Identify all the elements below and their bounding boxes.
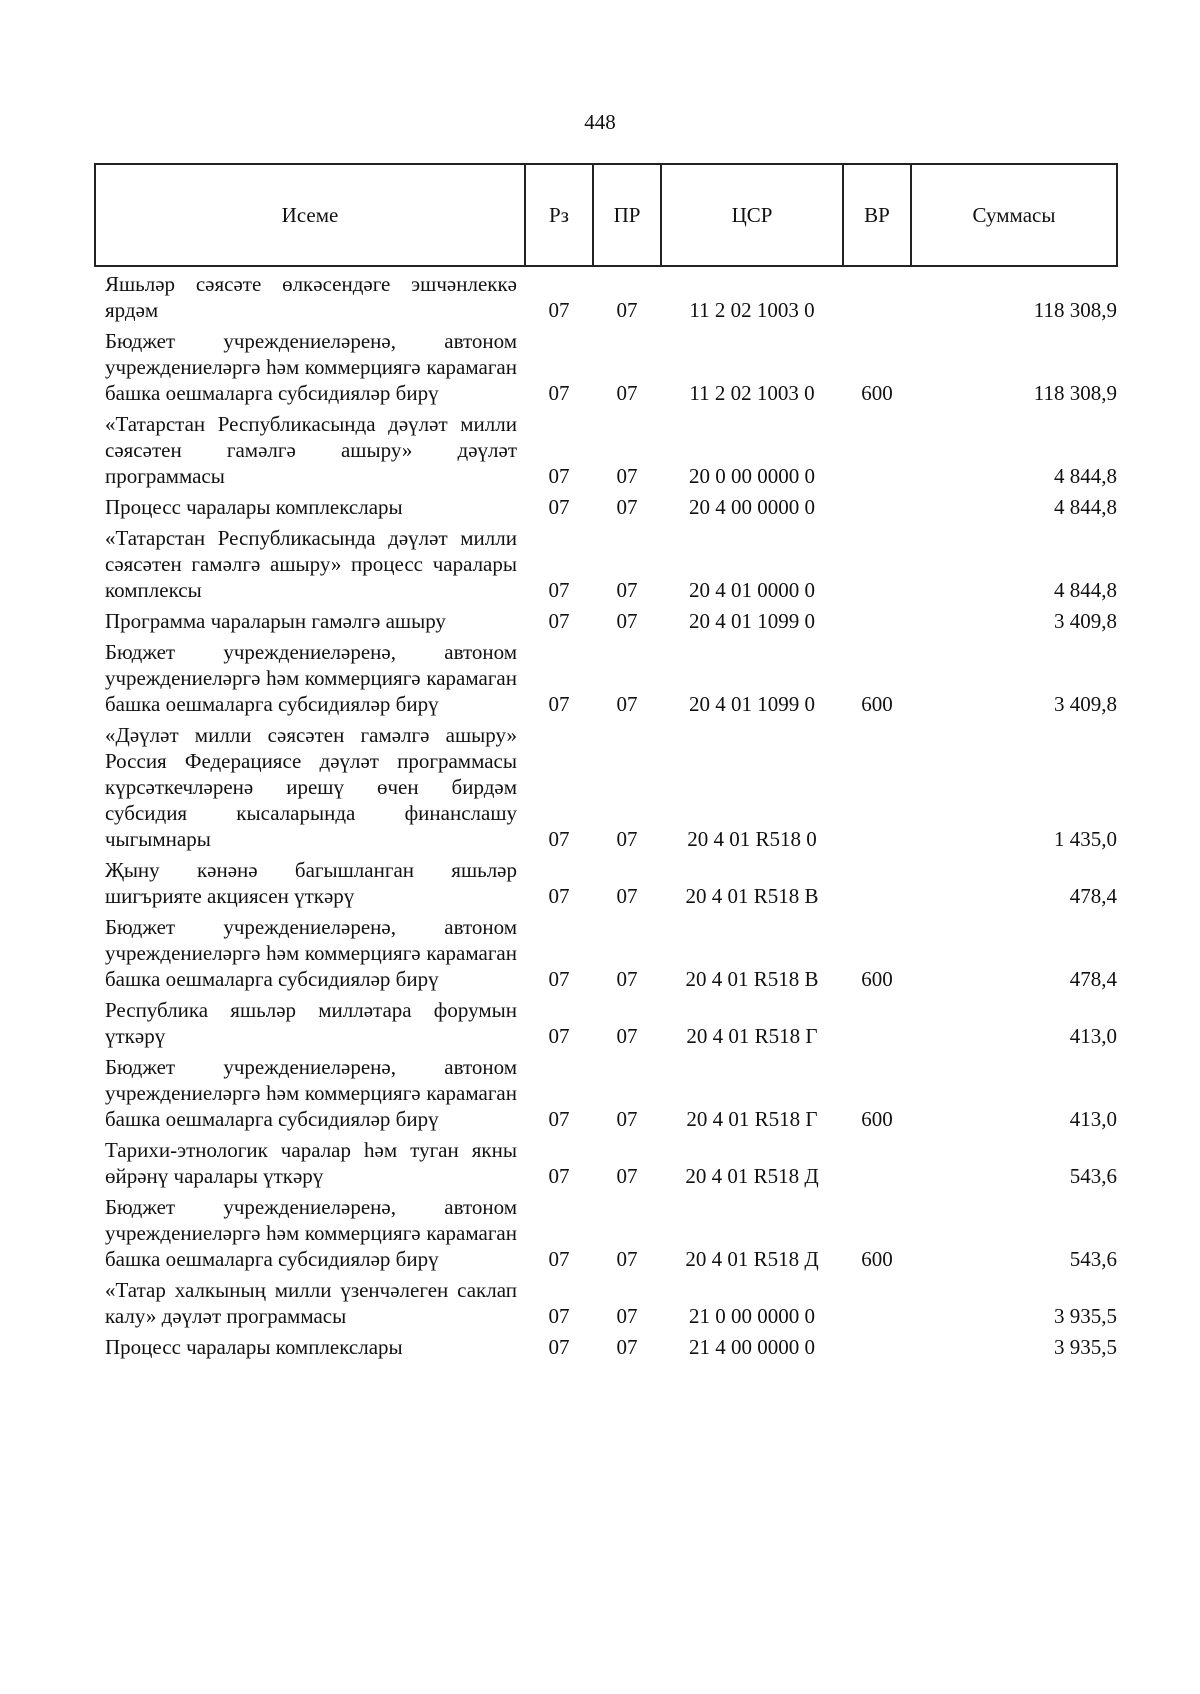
cell-vr: 600: [861, 1247, 893, 1271]
cell-vr: 600: [861, 967, 893, 991]
cell-sum: 413,0: [1069, 1024, 1117, 1048]
cell-name: «Татарстан Республикасында дәүләт милли сәясәтен гамәлгә ашыру» процесс чаралары комплексы: [105, 526, 517, 602]
cell-sum: 4 844,8: [1054, 578, 1117, 602]
cell-vr: [843, 720, 911, 855]
table-row: [95, 720, 1117, 855]
cell-vr: [843, 1332, 911, 1363]
cell-sum: 118 308,9: [1033, 298, 1117, 322]
cell-sum: 478,4: [1069, 967, 1117, 991]
cell-vr: [843, 266, 911, 326]
cell-csr: 20 4 01 0000 0: [689, 578, 815, 602]
cell-sum: 118 308,9: [1033, 381, 1117, 405]
cell-rz: 07: [548, 1335, 570, 1359]
cell-rz: 07: [548, 1247, 570, 1271]
cell-vr: [843, 523, 911, 606]
cell-rz: 07: [548, 1304, 570, 1328]
cell-pr: 07: [616, 1304, 638, 1328]
header-vr: ВР: [843, 164, 911, 266]
cell-csr: 20 4 01 R518 Г: [686, 1107, 818, 1131]
cell-rz: 07: [548, 692, 570, 716]
cell-rz: 07: [548, 884, 570, 908]
table-row: [95, 492, 1117, 523]
cell-vr: [843, 995, 911, 1052]
cell-pr: 07: [616, 1335, 638, 1359]
table-row: [95, 523, 1117, 606]
cell-csr: 21 0 00 0000 0: [689, 1304, 815, 1328]
cell-rz: 07: [548, 967, 570, 991]
header-csr: ЦСР: [661, 164, 843, 266]
cell-sum: 543,6: [1069, 1247, 1117, 1271]
cell-csr: 20 0 00 0000 0: [689, 464, 815, 488]
header-sum: Суммасы: [911, 164, 1117, 266]
cell-rz: 07: [548, 1164, 570, 1188]
cell-name: Процесс чаралары комплекслары: [105, 495, 403, 519]
cell-csr: 20 4 01 R518 Д: [685, 1164, 819, 1188]
cell-vr: [843, 492, 911, 523]
header-pr: ПР: [593, 164, 661, 266]
header-name: Исеме: [95, 164, 525, 266]
table-body: [95, 266, 1117, 1363]
table-row: [95, 855, 1117, 912]
header-rz: Рз: [525, 164, 593, 266]
cell-sum: 413,0: [1069, 1107, 1117, 1131]
cell-pr: 07: [616, 827, 638, 851]
cell-csr: 11 2 02 1003 0: [689, 298, 815, 322]
cell-csr: 20 4 01 R518 В: [685, 884, 819, 908]
table-row: [95, 1275, 1117, 1332]
cell-sum: 3 409,8: [1054, 609, 1117, 633]
cell-csr: 20 4 01 R518 Д: [685, 1247, 819, 1271]
table-row: [95, 266, 1117, 326]
cell-csr: 21 4 00 0000 0: [689, 1335, 815, 1359]
cell-name: Процесс чаралары комплекслары: [105, 1335, 403, 1359]
cell-rz: 07: [548, 1024, 570, 1048]
cell-sum: 478,4: [1069, 884, 1117, 908]
table-row: [95, 637, 1117, 720]
table-row: [95, 1135, 1117, 1192]
cell-vr: [843, 1275, 911, 1332]
cell-pr: 07: [616, 381, 638, 405]
cell-name: Яшьләр сәясәте өлкәсендәге эшчәнлеккә ярдәм: [105, 272, 517, 322]
cell-vr: [843, 855, 911, 912]
cell-name: Җыну кәнәнә багышланган яшьләр шигърияте акциясен үткәрү: [105, 858, 517, 908]
cell-pr: 07: [616, 609, 638, 633]
cell-rz: 07: [548, 578, 570, 602]
table-row: [95, 1332, 1117, 1363]
table-row: [95, 995, 1117, 1052]
cell-sum: 543,6: [1069, 1164, 1117, 1188]
cell-pr: 07: [616, 1107, 638, 1131]
cell-rz: 07: [548, 1107, 570, 1131]
table-row: [95, 1052, 1117, 1135]
cell-sum: 3 935,5: [1054, 1304, 1117, 1328]
table-header: [95, 164, 1117, 266]
cell-sum: 4 844,8: [1054, 495, 1117, 519]
cell-csr: 20 4 01 R518 Г: [686, 1024, 818, 1048]
cell-rz: 07: [548, 495, 570, 519]
cell-rz: 07: [548, 298, 570, 322]
cell-vr: 600: [861, 692, 893, 716]
budget-table: [94, 163, 1118, 1363]
cell-vr: [843, 606, 911, 637]
cell-vr: [843, 409, 911, 492]
cell-csr: 11 2 02 1003 0: [689, 381, 815, 405]
cell-pr: 07: [616, 1024, 638, 1048]
cell-name: Программа чараларын гамәлгә ашыру: [105, 609, 446, 633]
cell-pr: 07: [616, 464, 638, 488]
cell-pr: 07: [616, 1247, 638, 1271]
cell-pr: 07: [616, 1164, 638, 1188]
cell-pr: 07: [616, 967, 638, 991]
table-row: [95, 606, 1117, 637]
cell-rz: 07: [548, 609, 570, 633]
cell-name: Бюджет учреждениеләренә, автоном учреждениеләргә һәм коммерциягә карамаган башка оешмаларга субсидияләр бирү: [105, 329, 517, 405]
cell-sum: 3 935,5: [1054, 1335, 1117, 1359]
cell-rz: 07: [548, 381, 570, 405]
cell-rz: 07: [548, 464, 570, 488]
cell-name: Бюджет учреждениеләренә, автоном учреждениеләргә һәм коммерциягә карамаган башка оешмаларга субсидияләр бирү: [105, 640, 517, 716]
cell-rz: 07: [548, 827, 570, 851]
table-row: [95, 409, 1117, 492]
cell-sum: 4 844,8: [1054, 464, 1117, 488]
cell-name: Республика яшьләр милләтара форумын үткәрү: [105, 998, 517, 1048]
cell-name: Бюджет учреждениеләренә, автоном учреждениеләргә һәм коммерциягә карамаган башка оешмаларга субсидияләр бирү: [105, 1055, 517, 1131]
cell-sum: 3 409,8: [1054, 692, 1117, 716]
cell-csr: 20 4 01 R518 В: [685, 967, 819, 991]
page-number: 448: [584, 110, 616, 134]
cell-name: «Дәүләт милли сәясәтен гамәлгә ашыру» Россия Федерациясе дәүләт программасы күрсәткечләренә ирешү өчен бирдәм субсидия кысаларында финанслашу чыгымнары: [105, 723, 517, 851]
cell-name: «Татар халкының милли үзенчәлеген саклап калу» дәүләт программасы: [105, 1278, 517, 1328]
cell-name: Бюджет учреждениеләренә, автоном учреждениеләргә һәм коммерциягә карамаган башка оешмаларга субсидияләр бирү: [105, 1195, 517, 1271]
cell-csr: 20 4 01 1099 0: [689, 609, 815, 633]
cell-csr: 20 4 00 0000 0: [689, 495, 815, 519]
cell-pr: 07: [616, 692, 638, 716]
table-row: [95, 912, 1117, 995]
cell-vr: 600: [861, 381, 893, 405]
cell-vr: [843, 1135, 911, 1192]
cell-sum: 1 435,0: [1054, 827, 1117, 851]
cell-csr: 20 4 01 R518 0: [687, 827, 817, 851]
cell-pr: 07: [616, 298, 638, 322]
cell-pr: 07: [616, 578, 638, 602]
cell-name: Бюджет учреждениеләренә, автоном учреждениеләргә һәм коммерциягә карамаган башка оешмаларга субсидияләр бирү: [105, 915, 517, 991]
cell-pr: 07: [616, 495, 638, 519]
cell-pr: 07: [616, 884, 638, 908]
cell-name: Тарихи-этнологик чаралар һәм туган якны өйрәнү чаралары үткәрү: [105, 1138, 517, 1188]
cell-vr: 600: [861, 1107, 893, 1131]
table-row: [95, 326, 1117, 409]
cell-csr: 20 4 01 1099 0: [689, 692, 815, 716]
table-row: [95, 1192, 1117, 1275]
cell-name: «Татарстан Республикасында дәүләт милли сәясәтен гамәлгә ашыру» дәүләт программасы: [105, 412, 517, 488]
